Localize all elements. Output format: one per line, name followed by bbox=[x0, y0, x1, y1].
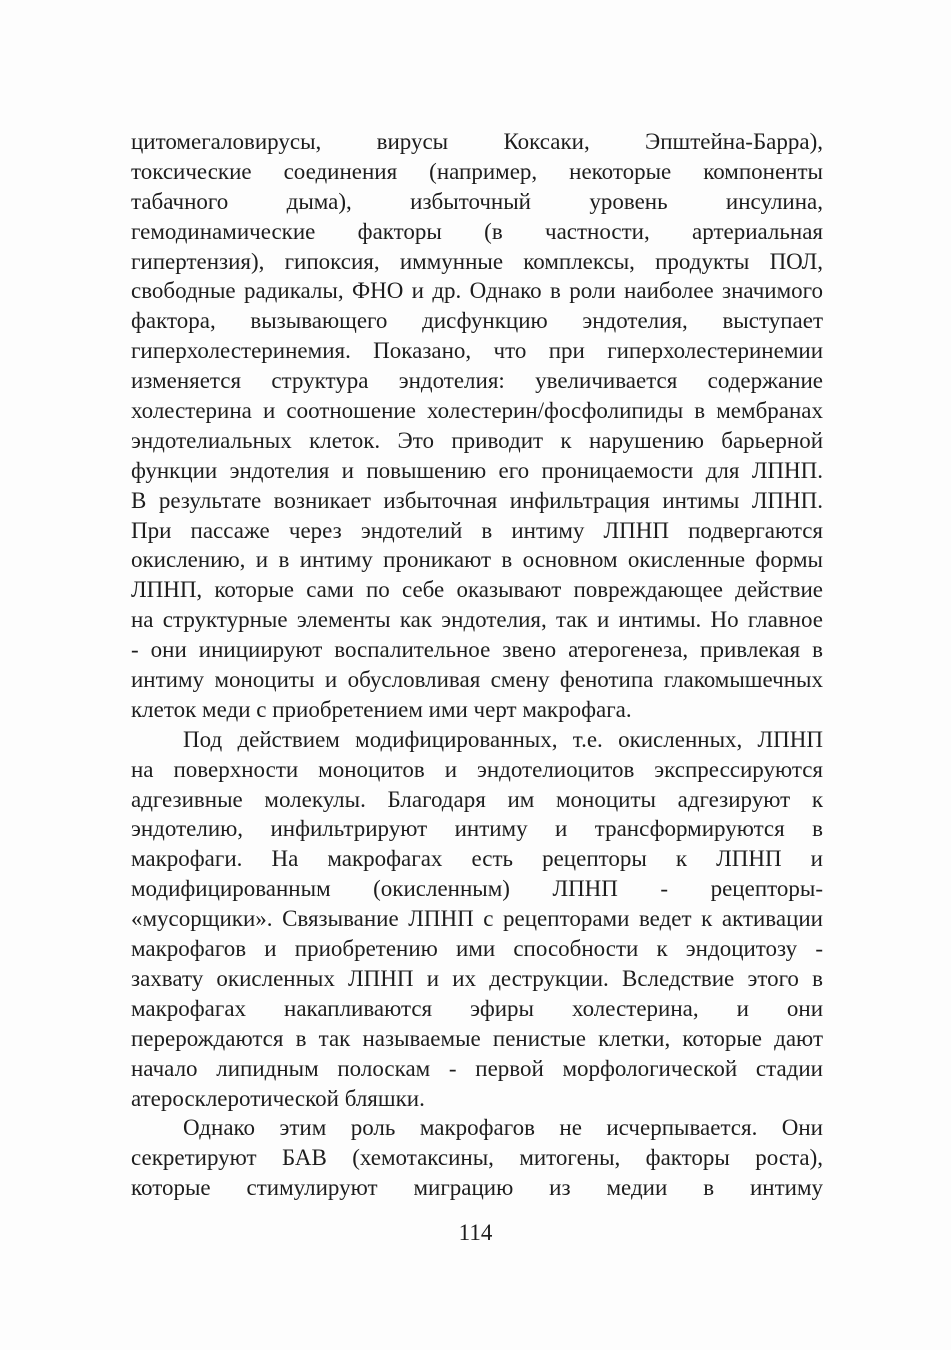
text-line: изменяется структура эндотелия: увеличивается содержание bbox=[131, 368, 823, 394]
text-line: гипертензия), гипоксия, иммунные комплексы, продукты ПОЛ, bbox=[131, 248, 823, 274]
text-line: свободные радикалы, ФНО и др. Однако в роли наиболее значимого bbox=[131, 278, 823, 304]
page-number: 114 bbox=[458, 1220, 493, 1245]
text-line: клеток меди с приобретением ими черт макрофага. bbox=[131, 696, 632, 722]
text-line: табачного дыма), избыточный уровень инсулина, bbox=[131, 188, 823, 214]
text-line: начало липидным полоскам - первой морфологической стадии bbox=[131, 1055, 823, 1081]
text-line: окислению, и в интиму проникают в основном окисленные формы bbox=[131, 547, 823, 573]
text-line: которые стимулируют миграцию из медии в интиму bbox=[131, 1175, 823, 1201]
text-line: макрофаги. На макрофагах есть рецепторы к ЛПНП и bbox=[131, 846, 823, 872]
text-line: - они инициируют воспалительное звено атерогенеза, привлекая в bbox=[131, 637, 823, 663]
text-line: секретируют БАВ (хемотаксины, митогены, факторы роста), bbox=[131, 1145, 823, 1171]
text-line: гиперхолестеринемия. Показано, что при гиперхолестеринемии bbox=[131, 338, 823, 364]
text-line: цитомегаловирусы, вирусы Коксаки, Эпштейна-Барра), bbox=[131, 129, 823, 154]
text-line: адгезивные молекулы. Благодаря им моноциты адгезируют к bbox=[131, 786, 823, 812]
text-line: функции эндотелия и повышению его проницаемости для ЛПНП. bbox=[131, 457, 823, 483]
text-line: ЛПНП, которые сами по себе оказывают повреждающее действие bbox=[131, 577, 823, 603]
text-line: холестерина и соотношение холестерин/фосфолипиды в мембранах bbox=[131, 398, 823, 424]
text-line: модифицированным (окисленным) ЛПНП - рецепторы- bbox=[131, 876, 823, 902]
text-line: захвату окисленных ЛПНП и их деструкции. Вследствие этого в bbox=[131, 965, 823, 991]
text-line: гемодинамические факторы (в частности, артериальная bbox=[131, 218, 823, 244]
text-line: на структурные элементы как эндотелия, так и интимы. Но главное bbox=[131, 607, 823, 633]
text-line: Однако этим роль макрофагов не исчерпывается. Они bbox=[183, 1115, 823, 1141]
text-line: эндотелию, инфильтрируют интиму и трансформируются в bbox=[131, 816, 823, 842]
text-line: При пассаже через эндотелий в интиму ЛПНП подвергаются bbox=[131, 517, 823, 543]
text-line: «мусорщики». Связывание ЛПНП с рецепторами ведет к активации bbox=[131, 906, 823, 932]
text-line: эндотелиальных клеток. Это приводит к нарушению барьерной bbox=[131, 427, 823, 453]
text-line: макрофагах накапливаются эфиры холестерина, и они bbox=[131, 995, 823, 1021]
text-line: на поверхности моноцитов и эндотелиоцитов экспрессируются bbox=[131, 756, 823, 782]
text-line: В результате возникает избыточная инфильтрация интимы ЛПНП. bbox=[131, 487, 823, 513]
text-line: макрофагов и приобретению ими способности к эндоцитозу - bbox=[131, 936, 823, 962]
text-line: токсические соединения (например, некоторые компоненты bbox=[131, 158, 823, 184]
text-line: перерождаются в так называемые пенистые клетки, которые дают bbox=[131, 1025, 823, 1051]
text-line: атеросклеротической бляшки. bbox=[131, 1085, 425, 1111]
text-line: интиму моноциты и обусловливая смену фенотипа глакомышечных bbox=[131, 667, 823, 693]
body-text bbox=[131, 127, 823, 1203]
text-line: Под действием модифицированных, т.е. окисленных, ЛПНП bbox=[183, 726, 823, 752]
text-line: фактора, вызывающего дисфункцию эндотелия, выступает bbox=[131, 308, 823, 334]
